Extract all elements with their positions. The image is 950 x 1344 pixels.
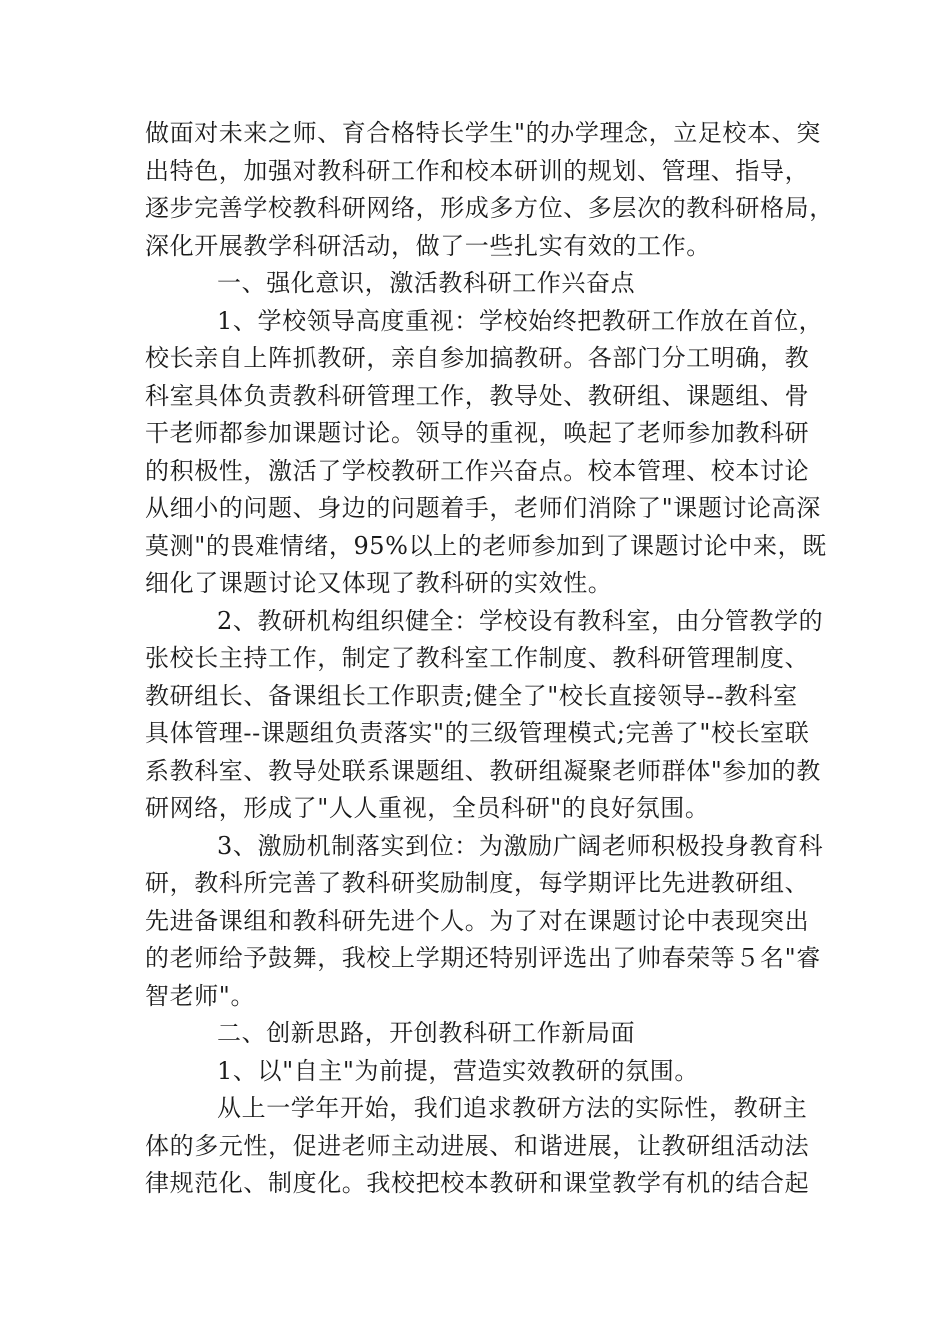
- text-line: 校长亲自上阵抓教研，亲自参加搞教研。各部门分工明确，教: [145, 344, 810, 372]
- text-line: 的积极性，激活了学校教研工作兴奋点。校本管理、校本讨论: [145, 456, 810, 485]
- text-line: 系教科室、教导处联系课题组、教研组凝聚老师群体"参加的教: [145, 756, 821, 785]
- text-line: 深化开展教学科研活动，做了一些扎实有效的工作。: [145, 231, 711, 260]
- text-line: 2、教研机构组织健全：学校设有教科室，由分管教学的: [217, 606, 824, 635]
- text-line: 干老师都参加课题讨论。领导的重视，唤起了老师参加教科研: [145, 419, 810, 447]
- text-line: 做面对未来之师、育合格特长学生"的办学理念，立足校本、突: [145, 119, 821, 147]
- text-line: 逐步完善学校教科研网络，形成多方位、多层次的教科研格局，: [145, 194, 834, 222]
- text-line: 3、激励机制落实到位：为激励广阔老师积极投身教育科: [217, 831, 824, 860]
- text-line: 律规范化、制度化。我校把校本教研和课堂教学有机的结合起: [145, 1169, 810, 1197]
- text-line: 一、强化意识，激活教科研工作兴奋点: [217, 269, 636, 297]
- document-body: [145, 115, 834, 1203]
- text-line: 从上一学年开始，我们追求教研方法的实际性，教研主: [217, 1094, 808, 1122]
- text-line: 细化了课题讨论又体现了教科研的实效性。: [145, 569, 613, 597]
- text-line: 研网络，形成了"人人重视，全员科研"的良好氛围。: [145, 794, 710, 822]
- text-line: 研，教科所完善了教科研奖励制度，每学期评比先进教研组、: [145, 869, 810, 897]
- text-line: 从细小的问题、身边的问题着手，老师们消除了"课题讨论高深: [145, 494, 821, 522]
- text-line: 的老师给予鼓舞，我校上学期还特别评选出了帅春荣等５名"睿: [145, 944, 821, 972]
- text-line: 智老师"。: [145, 981, 256, 1010]
- text-line: 科室具体负责教科研管理工作，教导处、教研组、课题组、骨: [145, 381, 810, 410]
- text-line: 体的多元性，促进老师主动进展、和谐进展，让教研组活动法: [145, 1131, 810, 1160]
- text-line: 先进备课组和教科研先进个人。为了对在课题讨论中表现突出: [145, 906, 810, 935]
- text-line: 莫测"的畏难情绪，95%以上的老师参加到了课题讨论中来，既: [145, 531, 827, 560]
- text-line: 1、学校领导高度重视：学校始终把教研工作放在首位，: [217, 306, 824, 335]
- text-line: 具体管理--课题组负责落实"的三级管理模式;完善了"校长室联: [145, 719, 810, 747]
- text-line: 二、创新思路，开创教科研工作新局面: [217, 1019, 636, 1047]
- text-line: 1、以"自主"为前提，营造实效教研的氛围。: [217, 1056, 699, 1085]
- text-line: 张校长主持工作，制定了教科室工作制度、教科研管理制度、: [145, 644, 810, 672]
- text-line: 出特色，加强对教科研工作和校本研训的规划、管理、指导，: [145, 156, 810, 185]
- text-line: 教研组长、备课组长工作职责;健全了"校长直接领导--教科室: [145, 681, 798, 710]
